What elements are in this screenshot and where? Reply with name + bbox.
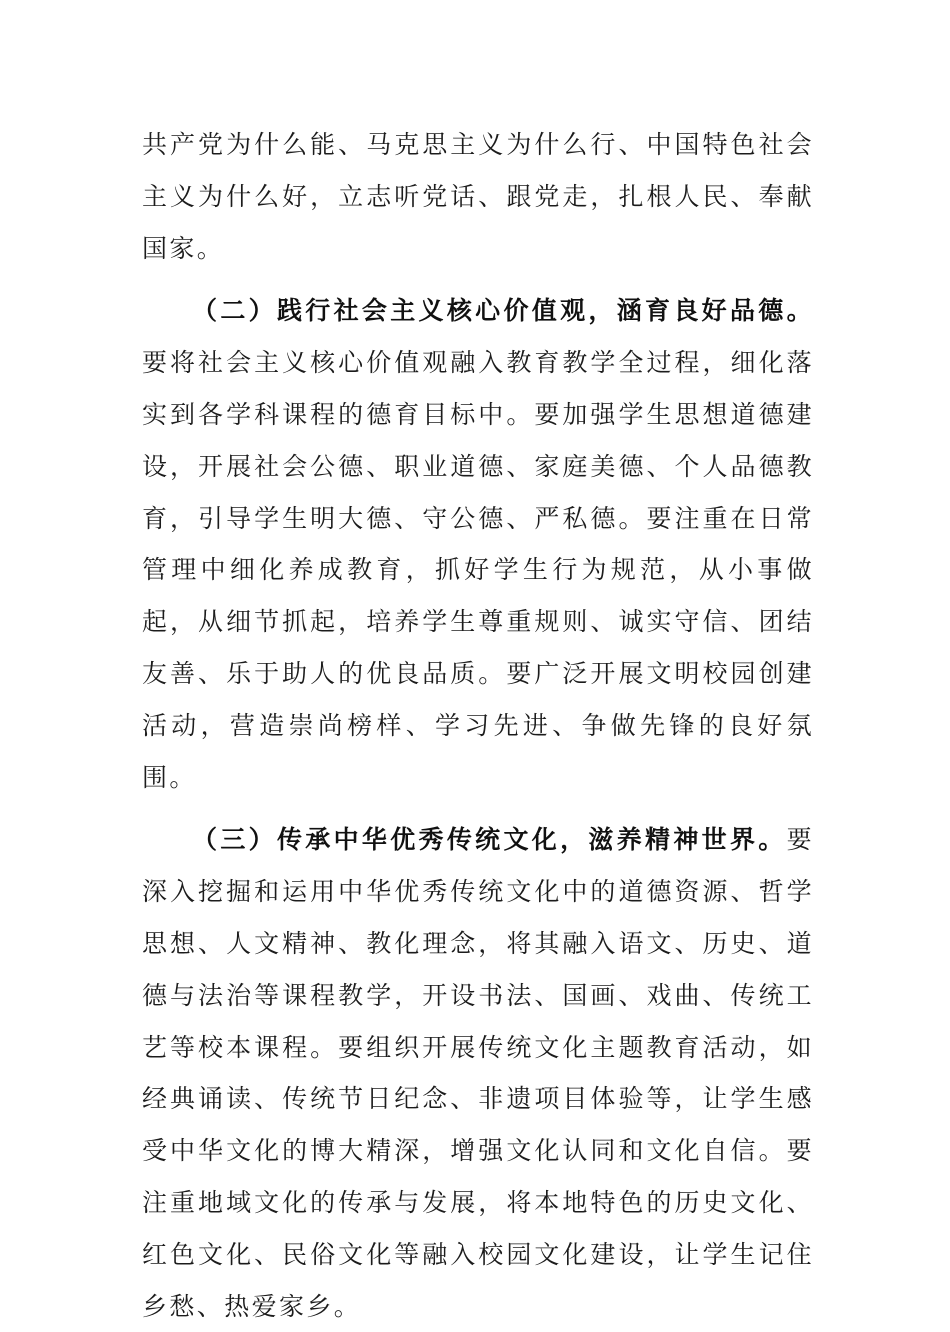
paragraph-text: 共产党为什么能、马克思主义为什么行、中国特色社会主义为什么好，立志听党话、跟党走，扎根人民、奉献国家。 — [142, 130, 814, 263]
section-heading-2: （二）践行社会主义核心价值观，涵育良好品德。 — [192, 296, 814, 326]
paragraph-section-3 — [142, 814, 814, 1332]
document-body — [142, 119, 814, 1332]
paragraph-continuation — [142, 119, 814, 274]
paragraph-text: 要深入挖掘和运用中华优秀传统文化中的道德资源、哲学思想、人文精神、教化理念，将其融入语文、历史、道德与法治等课程教学，开设书法、国画、戏曲、传统工艺等校本课程。要组织开展传统文化主题教育活动，如经典诵读、传统节日纪念、非遗项目体验等，让学生感受中华文化的博大精深，增强文化认同和文化自信。要注重地域文化的传承与发展，将本地特色的历史文化、红色文化、民俗文化等融入校园文化建设，让学生记住乡愁、热爱家乡。 — [142, 825, 814, 1321]
paragraph-text: 要将社会主义核心价值观融入教育教学全过程，细化落实到各学科课程的德育目标中。要加强学生思想道德建设，开展社会公德、职业道德、家庭美德、个人品德教育，引导学生明大德、守公德、严私德。要注重在日常管理中细化养成教育，抓好学生行为规范，从小事做起，从细节抓起，培养学生尊重规则、诚实守信、团结友善、乐于助人的优良品质。要广泛开展文明校园创建活动，营造崇尚榜样、学习先进、争做先锋的良好氛围。 — [142, 348, 814, 792]
section-heading-3: （三）传承中华优秀传统文化，滋养精神世界。 — [192, 825, 787, 855]
paragraph-section-2 — [142, 285, 814, 803]
